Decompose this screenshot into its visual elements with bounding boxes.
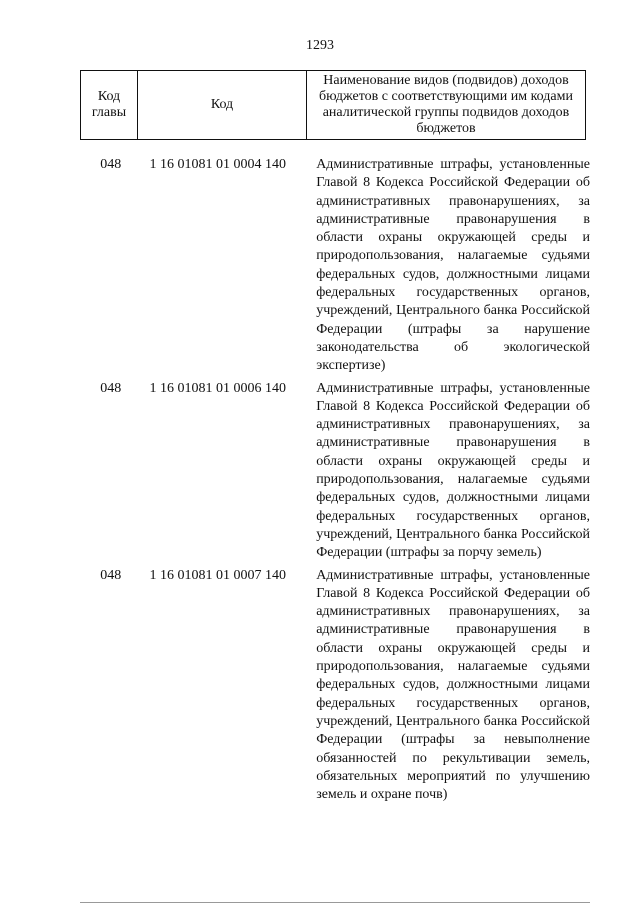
row-name: Административные штрафы, установленные Главой 8 Кодекса Российской Федерации об административных правонарушениях, за административные правонарушения в области охраны окружающей среды и природопользования, налагаемые судьями федеральных судов, должностными лицами федеральных государственных органов, учреждений, Центрального банка Российской Федерации (штрафы за порчу земель) (316, 380, 590, 561)
row-name: Административные штрафы, установленные Главой 8 Кодекса Российской Федерации об административных правонарушениях, за административные правонарушения в области охраны окружающей среды и природопользования, налагаемые судьями федеральных судов, должностными лицами федеральных государственных органов, учреждений, Центрального банка Российской Федерации (штрафы за невыполнение обязанностей по рекультивации земель, обязательных мероприятий по улучшению земель и охране почв) (316, 567, 590, 803)
row-code: 1 16 01081 01 0007 140 (149, 567, 287, 583)
page-number: 1293 (306, 38, 334, 53)
table-row (80, 567, 590, 805)
row-chapter-code: 048 (100, 380, 122, 396)
row-chapter-code: 048 (100, 157, 122, 172)
header-name: Наименование видов (подвидов) доходов бюджетов с соответствующими им кодами аналитической группы подвидов доходов бюджетов (307, 71, 586, 140)
table-header (80, 70, 586, 140)
table-row (80, 156, 590, 376)
table-body (80, 156, 590, 808)
row-name: Административные штрафы, установленные Главой 8 Кодекса Российской Федерации об административных правонарушениях, за административные правонарушения в области охраны окружающей среды и природопользования, налагаемые судьями федеральных судов, должностными лицами федеральных государственных органов, учреждений, Центрального банка Российской Федерации (штрафы за нарушение законодательства об экологической экспертизе) (316, 157, 590, 374)
header-chapter-code: Код главы (81, 71, 138, 140)
row-code: 1 16 01081 01 0006 140 (149, 380, 287, 396)
bottom-scan-line (80, 902, 590, 903)
row-code: 1 16 01081 01 0004 140 (149, 157, 287, 172)
row-chapter-code: 048 (100, 567, 122, 583)
header-code: Код (138, 71, 307, 140)
table-row (80, 380, 590, 563)
